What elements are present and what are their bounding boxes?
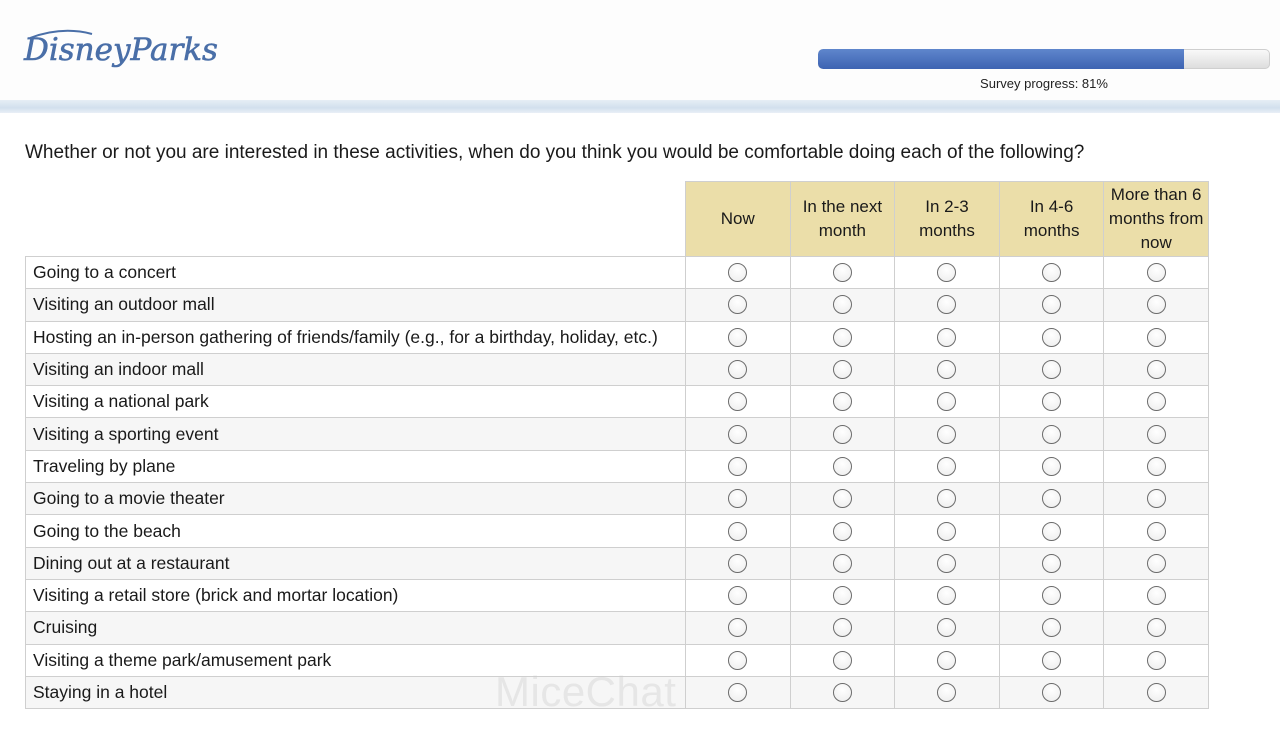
- radio-button[interactable]: [833, 328, 852, 347]
- radio-button[interactable]: [833, 554, 852, 573]
- radio-cell[interactable]: [999, 289, 1104, 321]
- matrix-row: [26, 579, 1209, 611]
- radio-button[interactable]: [1147, 425, 1166, 444]
- radio-button[interactable]: [1042, 263, 1061, 282]
- radio-cell[interactable]: [895, 547, 1000, 579]
- radio-cell[interactable]: [686, 257, 791, 289]
- radio-cell[interactable]: [790, 547, 895, 579]
- radio-button[interactable]: [1147, 554, 1166, 573]
- matrix-row: [26, 450, 1209, 482]
- radio-cell[interactable]: [895, 386, 1000, 418]
- radio-cell[interactable]: [790, 676, 895, 708]
- radio-button[interactable]: [833, 263, 852, 282]
- radio-cell[interactable]: [999, 515, 1104, 547]
- radio-cell[interactable]: [790, 483, 895, 515]
- radio-cell[interactable]: [999, 612, 1104, 644]
- row-label: Going to a movie theater: [26, 483, 686, 515]
- radio-button[interactable]: [833, 489, 852, 508]
- radio-button[interactable]: [1147, 263, 1166, 282]
- disney-parks-logo: [22, 24, 222, 80]
- row-label: Going to the beach: [26, 515, 686, 547]
- radio-cell[interactable]: [999, 353, 1104, 385]
- radio-cell[interactable]: [1104, 579, 1209, 611]
- row-label: Visiting a theme park/amusement park: [26, 644, 686, 676]
- column-header: More than 6 months from now: [1104, 182, 1209, 257]
- radio-button[interactable]: [728, 328, 747, 347]
- radio-cell[interactable]: [790, 289, 895, 321]
- radio-cell[interactable]: [895, 676, 1000, 708]
- radio-button[interactable]: [728, 651, 747, 670]
- radio-button[interactable]: [1147, 328, 1166, 347]
- row-label: Visiting an indoor mall: [26, 353, 686, 385]
- radio-button[interactable]: [1042, 683, 1061, 702]
- radio-cell[interactable]: [790, 515, 895, 547]
- radio-cell[interactable]: [999, 547, 1104, 579]
- radio-button[interactable]: [728, 522, 747, 541]
- radio-cell[interactable]: [999, 644, 1104, 676]
- radio-cell[interactable]: [790, 386, 895, 418]
- radio-cell[interactable]: [895, 515, 1000, 547]
- radio-cell[interactable]: [1104, 483, 1209, 515]
- radio-cell[interactable]: [686, 450, 791, 482]
- radio-button[interactable]: [728, 554, 747, 573]
- column-header: In 4-6 months: [999, 182, 1104, 257]
- radio-button[interactable]: [937, 263, 956, 282]
- radio-button[interactable]: [1042, 360, 1061, 379]
- radio-button[interactable]: [1042, 554, 1061, 573]
- radio-cell[interactable]: [686, 676, 791, 708]
- survey-progress-bar: [818, 49, 1270, 69]
- radio-cell[interactable]: [686, 386, 791, 418]
- radio-button[interactable]: [1042, 651, 1061, 670]
- radio-cell[interactable]: [999, 321, 1104, 353]
- radio-button[interactable]: [937, 328, 956, 347]
- radio-button[interactable]: [1147, 683, 1166, 702]
- survey-progress-fill: [818, 49, 1184, 69]
- radio-cell[interactable]: [895, 289, 1000, 321]
- radio-cell[interactable]: [790, 579, 895, 611]
- radio-cell[interactable]: [1104, 612, 1209, 644]
- radio-button[interactable]: [728, 683, 747, 702]
- radio-button[interactable]: [937, 295, 956, 314]
- radio-cell[interactable]: [1104, 644, 1209, 676]
- radio-cell[interactable]: [686, 547, 791, 579]
- radio-cell[interactable]: [686, 353, 791, 385]
- matrix-row: [26, 418, 1209, 450]
- radio-button[interactable]: [937, 618, 956, 637]
- radio-cell[interactable]: [790, 644, 895, 676]
- radio-cell[interactable]: [790, 612, 895, 644]
- radio-button[interactable]: [728, 263, 747, 282]
- radio-button[interactable]: [833, 618, 852, 637]
- matrix-row: [26, 257, 1209, 289]
- radio-button[interactable]: [937, 683, 956, 702]
- radio-cell[interactable]: [1104, 321, 1209, 353]
- radio-button[interactable]: [728, 392, 747, 411]
- question-matrix: [25, 181, 1209, 709]
- radio-button[interactable]: [1042, 489, 1061, 508]
- matrix-row: [26, 644, 1209, 676]
- radio-button[interactable]: [833, 295, 852, 314]
- radio-button[interactable]: [937, 392, 956, 411]
- radio-button[interactable]: [1042, 618, 1061, 637]
- radio-button[interactable]: [1147, 586, 1166, 605]
- svg-text:DisneyParks: DisneyParks: [24, 32, 218, 68]
- radio-cell[interactable]: [686, 321, 791, 353]
- radio-button[interactable]: [728, 295, 747, 314]
- radio-cell[interactable]: [999, 418, 1104, 450]
- radio-cell[interactable]: [790, 321, 895, 353]
- matrix-row: [26, 386, 1209, 418]
- radio-cell[interactable]: [790, 418, 895, 450]
- radio-button[interactable]: [1147, 360, 1166, 379]
- question-text: Whether or not you are interested in these activities, when do you think you would be comfortable doing each of the following?: [25, 142, 1085, 163]
- matrix-row: [26, 289, 1209, 321]
- watermark: MiceChat: [495, 668, 677, 715]
- radio-button[interactable]: [833, 586, 852, 605]
- radio-cell[interactable]: [1104, 418, 1209, 450]
- radio-button[interactable]: [728, 618, 747, 637]
- radio-button[interactable]: [1042, 328, 1061, 347]
- radio-button[interactable]: [937, 425, 956, 444]
- page-header: [0, 0, 1280, 100]
- radio-cell[interactable]: [895, 644, 1000, 676]
- row-label: Hosting an in-person gathering of friends/family (e.g., for a birthday, holiday, etc.): [26, 321, 686, 353]
- radio-button[interactable]: [1042, 457, 1061, 476]
- survey-progress-label: Survey progress: 81%: [980, 76, 1108, 91]
- radio-button[interactable]: [833, 651, 852, 670]
- radio-button[interactable]: [937, 554, 956, 573]
- radio-button[interactable]: [937, 457, 956, 476]
- radio-cell[interactable]: [686, 612, 791, 644]
- radio-button[interactable]: [833, 360, 852, 379]
- row-label: Cruising: [26, 612, 686, 644]
- matrix-row: [26, 321, 1209, 353]
- radio-button[interactable]: [833, 425, 852, 444]
- radio-button[interactable]: [937, 522, 956, 541]
- radio-cell[interactable]: [1104, 547, 1209, 579]
- radio-cell[interactable]: [1104, 515, 1209, 547]
- matrix-row: [26, 515, 1209, 547]
- radio-button[interactable]: [937, 360, 956, 379]
- radio-button[interactable]: [1042, 586, 1061, 605]
- radio-button[interactable]: [1042, 522, 1061, 541]
- radio-button[interactable]: [1147, 295, 1166, 314]
- radio-button[interactable]: [937, 586, 956, 605]
- row-label: Dining out at a restaurant: [26, 547, 686, 579]
- radio-button[interactable]: [1147, 522, 1166, 541]
- radio-button[interactable]: [833, 522, 852, 541]
- radio-cell[interactable]: [999, 579, 1104, 611]
- radio-cell[interactable]: [999, 483, 1104, 515]
- row-label: Visiting an outdoor mall: [26, 289, 686, 321]
- radio-cell[interactable]: [1104, 353, 1209, 385]
- radio-cell[interactable]: [895, 483, 1000, 515]
- radio-cell[interactable]: [1104, 289, 1209, 321]
- row-label: Visiting a national park: [26, 386, 686, 418]
- row-label: Visiting a retail store (brick and mortar location): [26, 579, 686, 611]
- radio-cell[interactable]: [895, 450, 1000, 482]
- row-label: Going to a concert: [26, 257, 686, 289]
- radio-cell[interactable]: [1104, 386, 1209, 418]
- header-divider: [0, 100, 1280, 113]
- radio-button[interactable]: [728, 425, 747, 444]
- radio-cell[interactable]: [895, 612, 1000, 644]
- radio-button[interactable]: [937, 489, 956, 508]
- row-label: Staying in a hotel: [26, 676, 686, 708]
- row-label: Traveling by plane: [26, 450, 686, 482]
- column-header: Now: [686, 182, 791, 257]
- radio-button[interactable]: [1147, 489, 1166, 508]
- radio-cell[interactable]: [1104, 450, 1209, 482]
- radio-button[interactable]: [1147, 392, 1166, 411]
- radio-button[interactable]: [833, 457, 852, 476]
- radio-cell[interactable]: [895, 257, 1000, 289]
- radio-cell[interactable]: [790, 257, 895, 289]
- radio-cell[interactable]: [999, 676, 1104, 708]
- radio-cell[interactable]: [999, 450, 1104, 482]
- radio-button[interactable]: [1147, 457, 1166, 476]
- radio-button[interactable]: [1042, 425, 1061, 444]
- radio-cell[interactable]: [895, 321, 1000, 353]
- radio-cell[interactable]: [895, 418, 1000, 450]
- radio-button[interactable]: [1147, 618, 1166, 637]
- radio-cell[interactable]: [686, 644, 791, 676]
- radio-cell[interactable]: [895, 579, 1000, 611]
- radio-cell[interactable]: [1104, 676, 1209, 708]
- matrix-corner: [26, 182, 686, 257]
- matrix-row: [26, 483, 1209, 515]
- radio-button[interactable]: [1042, 295, 1061, 314]
- radio-cell[interactable]: [686, 579, 791, 611]
- radio-cell[interactable]: [686, 289, 791, 321]
- radio-button[interactable]: [728, 360, 747, 379]
- radio-cell[interactable]: [895, 353, 1000, 385]
- radio-cell[interactable]: [999, 386, 1104, 418]
- row-label: Visiting a sporting event: [26, 418, 686, 450]
- column-header: In the next month: [790, 182, 895, 257]
- radio-button[interactable]: [833, 392, 852, 411]
- radio-cell[interactable]: [686, 483, 791, 515]
- radio-button[interactable]: [1147, 651, 1166, 670]
- matrix-header-row: [26, 182, 1209, 257]
- radio-cell[interactable]: [686, 418, 791, 450]
- radio-cell[interactable]: [686, 515, 791, 547]
- radio-cell[interactable]: [790, 353, 895, 385]
- column-header: In 2-3 months: [895, 182, 1000, 257]
- matrix-row: [26, 676, 1209, 708]
- radio-button[interactable]: [833, 683, 852, 702]
- radio-cell[interactable]: [790, 450, 895, 482]
- radio-cell[interactable]: [1104, 257, 1209, 289]
- radio-button[interactable]: [728, 457, 747, 476]
- radio-button[interactable]: [728, 489, 747, 508]
- matrix-row: [26, 547, 1209, 579]
- radio-cell[interactable]: [999, 257, 1104, 289]
- radio-button[interactable]: [937, 651, 956, 670]
- matrix-row: [26, 612, 1209, 644]
- matrix-row: [26, 353, 1209, 385]
- radio-button[interactable]: [728, 586, 747, 605]
- radio-button[interactable]: [1042, 392, 1061, 411]
